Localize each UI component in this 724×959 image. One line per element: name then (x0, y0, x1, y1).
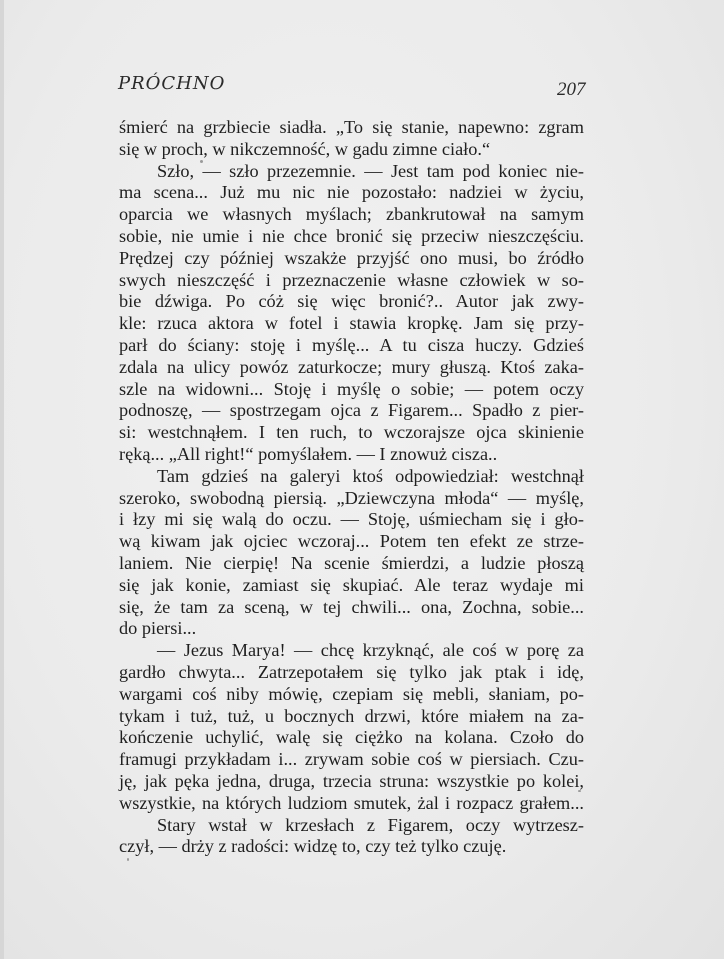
text-line: do piersi... (119, 618, 197, 639)
running-head: PRÓCHNO (118, 73, 226, 94)
text-line: oparcia we własnych myślach; zbankrutował na samym (119, 204, 584, 225)
text-line: Stary wstał w krzesłach z Figarem, oczy wytrzesz- (157, 814, 584, 835)
text-line: tykam i tuż, tuż, u bocznych drzwi, które miałem na za- (119, 705, 584, 726)
text-line: swych nieszczęść i przeznaczenie własne człowiek w so- (119, 269, 584, 290)
page-edge (0, 0, 4, 959)
text-line: czył, — drży z radości: widzę to, czy też tylko czuję. (119, 836, 507, 857)
text-line: wszystkie, na których ludziom smutek, żal i rozpacz grałem... (119, 792, 584, 813)
paper-speck (127, 858, 129, 861)
text-line: się w proch, w nikczemność, w gadu zimne ciało.“ (119, 138, 491, 159)
text-line: gardło chwyta... Zatrzepotałem się tylko jak ptak i idę, (119, 661, 584, 682)
text-line: wargami coś niby mówię, czepiam się mebli, słaniam, po- (119, 683, 584, 704)
text-line: szle na widowni... Stoję i myślę o sobie; — potem oczy (119, 378, 584, 399)
text-line: Szło, — szło przezemnie. — Jest tam pod koniec nie- (157, 160, 584, 181)
text-line: wą kiwam jak ojciec wczoraj... Potem ten efekt ze strze- (119, 531, 584, 552)
text-line: parł do ściany: stoję i myślę... A tu cisza huczy. Gdzieś (119, 334, 584, 355)
text-line: sobie, nie umie i nie chce bronić się przeciw nieszczęściu. (119, 225, 584, 246)
text-line: się jak konie, zamiast się skupiać. Ale teraz wydaje mi (119, 574, 584, 595)
text-line: szeroko, swobodną piersią. „Dziewczyna młoda“ — myślę, (119, 487, 584, 508)
text-line: śmierć na grzbiecie siadła. „To się stanie, napewno: zgram (119, 117, 584, 137)
text-line: ręką... „All right!“ pomyślałem. — I znowuż cisza.. (119, 443, 498, 464)
text-line: zdala na ulicy powóz zaturkocze; mury głuszą. Ktoś zaka- (119, 356, 584, 377)
text-line: framugi przykładam i... zrywam sobie coś w piersiach. Czu- (119, 749, 584, 770)
text-line: ma scena... Już mu nic nie pozostało: nadziei w życiu, (119, 182, 584, 203)
text-line: kle: rzuca aktora w fotel i stawia kropkę. Jam się przy- (119, 313, 584, 334)
text-line: się, że tam za sceną, w tej chwili... ona, Zochna, sobie... (119, 596, 584, 617)
text-line: bie dźwiga. Po cóż się więc bronić?.. Autor jak zwy- (119, 291, 584, 312)
text-line: Tam gdzieś na galeryi ktoś odpowiedział: westchnął (157, 465, 584, 486)
body-text (119, 117, 584, 858)
text-line: — Jezus Marya! — chcę krzyknąć, ale coś w porę za (157, 640, 584, 661)
text-line: podnoszę, — spostrzegam ojca z Figarem... Spadło z pier- (119, 400, 584, 421)
text-line: laniem. Nie cierpię! Na scenie śmierdzi, a ludzie płoszą (119, 552, 584, 573)
text-line: Prędzej czy później wszakże przyjść ono musi, bo źródło (119, 247, 584, 268)
text-line: i łzy mi się walą do oczu. — Stoję, uśmiecham się i gło- (119, 509, 584, 530)
text-line: si: westchnąłem. I ten ruch, to wczorajsze ojca skinienie (119, 422, 584, 443)
text-line: kończenie uchylić, walę się ciężko na kolana. Czoło do (119, 727, 584, 748)
text-line: ję, jak pęka jedna, druga, trzecia struna: wszystkie po kolei, (119, 770, 584, 791)
page-number: 207 (557, 79, 586, 100)
